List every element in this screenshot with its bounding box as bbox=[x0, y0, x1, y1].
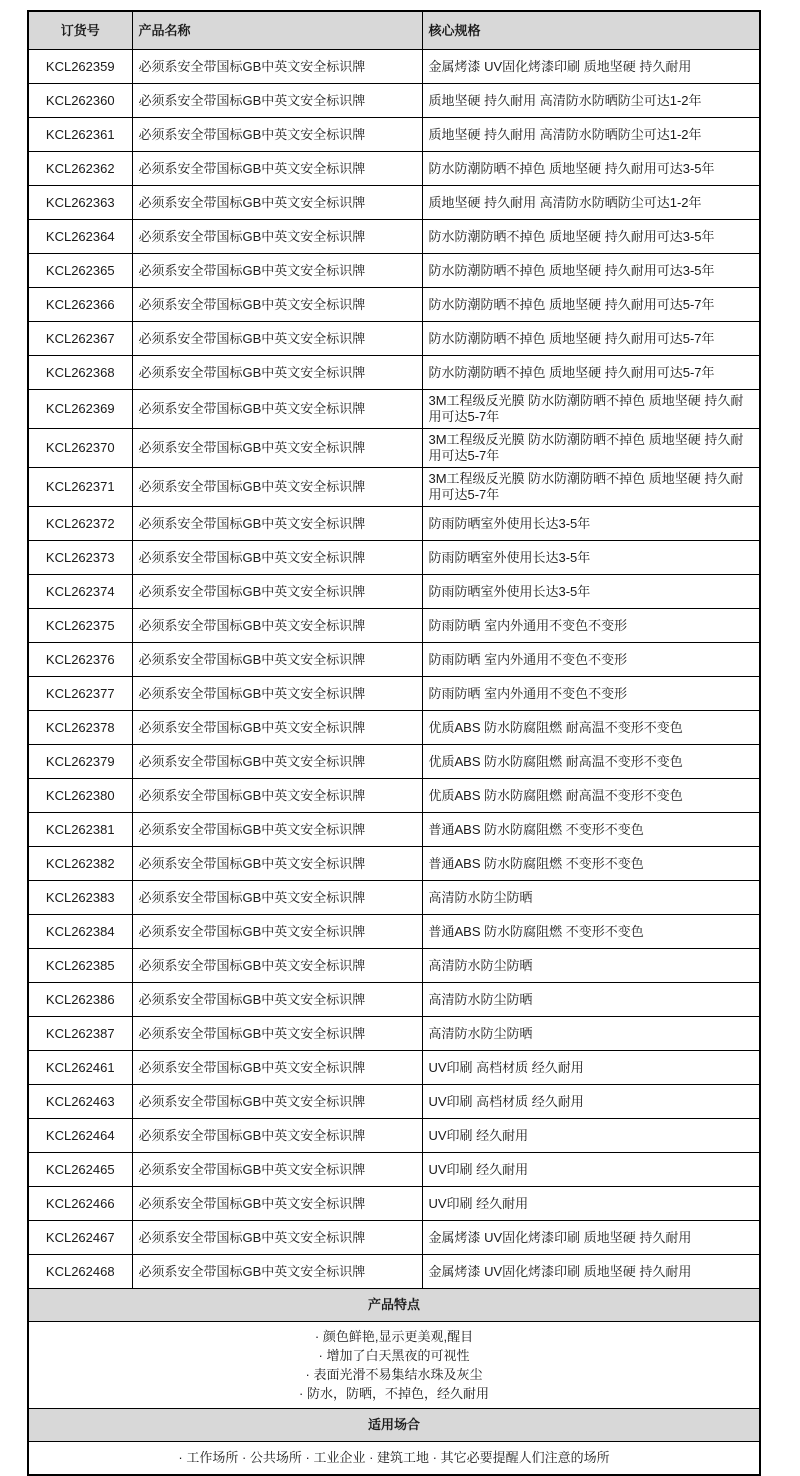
occasions-header-row bbox=[28, 1409, 760, 1442]
product-name-cell: 必须系安全带国标GB中英文安全标识牌 bbox=[132, 254, 422, 288]
core-specs-cell: 防水防潮防晒不掉色 质地坚硬 持久耐用可达5-7年 bbox=[422, 322, 760, 356]
product-name-cell: 必须系安全带国标GB中英文安全标识牌 bbox=[132, 915, 422, 949]
order-no-cell: KCL262370 bbox=[28, 429, 132, 468]
order-no-cell: KCL262369 bbox=[28, 390, 132, 429]
feature-item: · 增加了白天黑夜的可视性 bbox=[318, 1348, 470, 1363]
product-name-cell: 必须系安全带国标GB中英文安全标识牌 bbox=[132, 1221, 422, 1255]
core-specs-cell: 高清防水防尘防晒 bbox=[422, 949, 760, 983]
core-specs-cell: 防雨防晒室外使用长达3-5年 bbox=[422, 575, 760, 609]
table-body bbox=[28, 50, 760, 1289]
occasions-content: · 工作场所 · 公共场所 · 工业企业 · 建筑工地 · 其它必要提醒人们注意的场所 bbox=[28, 1442, 760, 1476]
product-name-cell: 必须系安全带国标GB中英文安全标识牌 bbox=[132, 356, 422, 390]
order-no-cell: KCL262372 bbox=[28, 507, 132, 541]
core-specs-cell: 防水防潮防晒不掉色 质地坚硬 持久耐用可达3-5年 bbox=[422, 152, 760, 186]
order-no-cell: KCL262384 bbox=[28, 915, 132, 949]
product-name-cell: 必须系安全带国标GB中英文安全标识牌 bbox=[132, 118, 422, 152]
product-name-cell: 必须系安全带国标GB中英文安全标识牌 bbox=[132, 711, 422, 745]
core-specs-cell: 普通ABS 防水防腐阻燃 不变形不变色 bbox=[422, 847, 760, 881]
product-name-cell: 必须系安全带国标GB中英文安全标识牌 bbox=[132, 1119, 422, 1153]
table-row bbox=[28, 507, 760, 541]
table-row bbox=[28, 881, 760, 915]
product-spec-table bbox=[27, 10, 761, 1476]
product-name-cell: 必须系安全带国标GB中英文安全标识牌 bbox=[132, 84, 422, 118]
features-section-title: 产品特点 bbox=[28, 1289, 760, 1322]
occasions-section-title: 适用场合 bbox=[28, 1409, 760, 1442]
features-list bbox=[28, 1322, 760, 1409]
product-name-cell: 必须系安全带国标GB中英文安全标识牌 bbox=[132, 50, 422, 84]
product-name-cell: 必须系安全带国标GB中英文安全标识牌 bbox=[132, 1153, 422, 1187]
product-name-cell: 必须系安全带国标GB中英文安全标识牌 bbox=[132, 1187, 422, 1221]
table-row bbox=[28, 813, 760, 847]
core-specs-cell: 金属烤漆 UV固化烤漆印刷 质地坚硬 持久耐用 bbox=[422, 1255, 760, 1289]
core-specs-cell: 质地坚硬 持久耐用 高清防水防晒防尘可达1-2年 bbox=[422, 118, 760, 152]
core-specs-cell: 质地坚硬 持久耐用 高清防水防晒防尘可达1-2年 bbox=[422, 84, 760, 118]
core-specs-cell: 优质ABS 防水防腐阻燃 耐高温不变形不变色 bbox=[422, 745, 760, 779]
product-name-cell: 必须系安全带国标GB中英文安全标识牌 bbox=[132, 220, 422, 254]
order-no-cell: KCL262382 bbox=[28, 847, 132, 881]
product-name-cell: 必须系安全带国标GB中英文安全标识牌 bbox=[132, 1255, 422, 1289]
features-body-row bbox=[28, 1322, 760, 1409]
table-row bbox=[28, 949, 760, 983]
table-row bbox=[28, 1119, 760, 1153]
table-row bbox=[28, 779, 760, 813]
header-row bbox=[28, 11, 760, 50]
table-row bbox=[28, 50, 760, 84]
core-specs-cell: 防水防潮防晒不掉色 质地坚硬 持久耐用可达5-7年 bbox=[422, 288, 760, 322]
column-header-product-name: 产品名称 bbox=[132, 11, 422, 50]
table-row bbox=[28, 1187, 760, 1221]
product-name-cell: 必须系安全带国标GB中英文安全标识牌 bbox=[132, 949, 422, 983]
order-no-cell: KCL262373 bbox=[28, 541, 132, 575]
order-no-cell: KCL262362 bbox=[28, 152, 132, 186]
feature-item: · 颜色鲜艳,显示更美观,醒目 bbox=[314, 1329, 474, 1344]
core-specs-cell: 防雨防晒 室内外通用不变色不变形 bbox=[422, 643, 760, 677]
table-row bbox=[28, 745, 760, 779]
order-no-cell: KCL262363 bbox=[28, 186, 132, 220]
product-name-cell: 必须系安全带国标GB中英文安全标识牌 bbox=[132, 881, 422, 915]
core-specs-cell: 高清防水防尘防晒 bbox=[422, 983, 760, 1017]
table-row bbox=[28, 575, 760, 609]
table-row bbox=[28, 1153, 760, 1187]
order-no-cell: KCL262367 bbox=[28, 322, 132, 356]
features-header-row bbox=[28, 1289, 760, 1322]
order-no-cell: KCL262385 bbox=[28, 949, 132, 983]
occasions-section bbox=[28, 1409, 760, 1476]
product-name-cell: 必须系安全带国标GB中英文安全标识牌 bbox=[132, 152, 422, 186]
order-no-cell: KCL262380 bbox=[28, 779, 132, 813]
core-specs-cell: 防水防潮防晒不掉色 质地坚硬 持久耐用可达3-5年 bbox=[422, 254, 760, 288]
table-row bbox=[28, 186, 760, 220]
order-no-cell: KCL262464 bbox=[28, 1119, 132, 1153]
table-row bbox=[28, 1051, 760, 1085]
order-no-cell: KCL262374 bbox=[28, 575, 132, 609]
order-no-cell: KCL262463 bbox=[28, 1085, 132, 1119]
core-specs-cell: UV印刷 高档材质 经久耐用 bbox=[422, 1051, 760, 1085]
order-no-cell: KCL262378 bbox=[28, 711, 132, 745]
column-header-order-no: 订货号 bbox=[28, 11, 132, 50]
order-no-cell: KCL262360 bbox=[28, 84, 132, 118]
order-no-cell: KCL262371 bbox=[28, 468, 132, 507]
product-name-cell: 必须系安全带国标GB中英文安全标识牌 bbox=[132, 677, 422, 711]
order-no-cell: KCL262377 bbox=[28, 677, 132, 711]
product-name-cell: 必须系安全带国标GB中英文安全标识牌 bbox=[132, 390, 422, 429]
table-row bbox=[28, 847, 760, 881]
product-name-cell: 必须系安全带国标GB中英文安全标识牌 bbox=[132, 643, 422, 677]
table-row bbox=[28, 609, 760, 643]
product-name-cell: 必须系安全带国标GB中英文安全标识牌 bbox=[132, 1051, 422, 1085]
core-specs-cell: 3M工程级反光膜 防水防潮防晒不掉色 质地坚硬 持久耐用可达5-7年 bbox=[422, 429, 760, 468]
table-row bbox=[28, 84, 760, 118]
core-specs-cell: 3M工程级反光膜 防水防潮防晒不掉色 质地坚硬 持久耐用可达5-7年 bbox=[422, 390, 760, 429]
feature-item: · 防水，防晒，不掉色，经久耐用 bbox=[299, 1386, 489, 1401]
table-row bbox=[28, 643, 760, 677]
product-name-cell: 必须系安全带国标GB中英文安全标识牌 bbox=[132, 322, 422, 356]
core-specs-cell: 防雨防晒 室内外通用不变色不变形 bbox=[422, 677, 760, 711]
order-no-cell: KCL262466 bbox=[28, 1187, 132, 1221]
order-no-cell: KCL262364 bbox=[28, 220, 132, 254]
core-specs-cell: 质地坚硬 持久耐用 高清防水防晒防尘可达1-2年 bbox=[422, 186, 760, 220]
order-no-cell: KCL262359 bbox=[28, 50, 132, 84]
order-no-cell: KCL262468 bbox=[28, 1255, 132, 1289]
table-row bbox=[28, 1017, 760, 1051]
core-specs-cell: 金属烤漆 UV固化烤漆印刷 质地坚硬 持久耐用 bbox=[422, 50, 760, 84]
core-specs-cell: 防雨防晒 室内外通用不变色不变形 bbox=[422, 609, 760, 643]
occasions-body-row bbox=[28, 1442, 760, 1476]
product-name-cell: 必须系安全带国标GB中英文安全标识牌 bbox=[132, 1017, 422, 1051]
core-specs-cell: UV印刷 经久耐用 bbox=[422, 1187, 760, 1221]
order-no-cell: KCL262386 bbox=[28, 983, 132, 1017]
table-row bbox=[28, 152, 760, 186]
table-row bbox=[28, 356, 760, 390]
order-no-cell: KCL262461 bbox=[28, 1051, 132, 1085]
table-row bbox=[28, 429, 760, 468]
core-specs-cell: 优质ABS 防水防腐阻燃 耐高温不变形不变色 bbox=[422, 779, 760, 813]
core-specs-cell: 高清防水防尘防晒 bbox=[422, 881, 760, 915]
table-row bbox=[28, 1221, 760, 1255]
product-name-cell: 必须系安全带国标GB中英文安全标识牌 bbox=[132, 541, 422, 575]
order-no-cell: KCL262365 bbox=[28, 254, 132, 288]
table-row bbox=[28, 541, 760, 575]
order-no-cell: KCL262383 bbox=[28, 881, 132, 915]
product-name-cell: 必须系安全带国标GB中英文安全标识牌 bbox=[132, 983, 422, 1017]
order-no-cell: KCL262381 bbox=[28, 813, 132, 847]
product-name-cell: 必须系安全带国标GB中英文安全标识牌 bbox=[132, 186, 422, 220]
product-name-cell: 必须系安全带国标GB中英文安全标识牌 bbox=[132, 609, 422, 643]
features-section bbox=[28, 1289, 760, 1409]
table-row bbox=[28, 288, 760, 322]
column-header-core-specs: 核心规格 bbox=[422, 11, 760, 50]
table-row bbox=[28, 677, 760, 711]
product-name-cell: 必须系安全带国标GB中英文安全标识牌 bbox=[132, 429, 422, 468]
core-specs-cell: 3M工程级反光膜 防水防潮防晒不掉色 质地坚硬 持久耐用可达5-7年 bbox=[422, 468, 760, 507]
order-no-cell: KCL262376 bbox=[28, 643, 132, 677]
table-row bbox=[28, 983, 760, 1017]
table-row bbox=[28, 915, 760, 949]
table-row bbox=[28, 711, 760, 745]
table-row bbox=[28, 322, 760, 356]
product-name-cell: 必须系安全带国标GB中英文安全标识牌 bbox=[132, 847, 422, 881]
core-specs-cell: UV印刷 高档材质 经久耐用 bbox=[422, 1085, 760, 1119]
core-specs-cell: 防水防潮防晒不掉色 质地坚硬 持久耐用可达3-5年 bbox=[422, 220, 760, 254]
product-name-cell: 必须系安全带国标GB中英文安全标识牌 bbox=[132, 575, 422, 609]
core-specs-cell: 高清防水防尘防晒 bbox=[422, 1017, 760, 1051]
core-specs-cell: 普通ABS 防水防腐阻燃 不变形不变色 bbox=[422, 915, 760, 949]
product-name-cell: 必须系安全带国标GB中英文安全标识牌 bbox=[132, 745, 422, 779]
feature-item: · 表面光滑不易集结水珠及灰尘 bbox=[305, 1367, 483, 1382]
table-row bbox=[28, 390, 760, 429]
table-row bbox=[28, 1085, 760, 1119]
order-no-cell: KCL262375 bbox=[28, 609, 132, 643]
order-no-cell: KCL262368 bbox=[28, 356, 132, 390]
table-row bbox=[28, 1255, 760, 1289]
order-no-cell: KCL262361 bbox=[28, 118, 132, 152]
order-no-cell: KCL262366 bbox=[28, 288, 132, 322]
table-row bbox=[28, 254, 760, 288]
core-specs-cell: UV印刷 经久耐用 bbox=[422, 1153, 760, 1187]
table-row bbox=[28, 220, 760, 254]
order-no-cell: KCL262465 bbox=[28, 1153, 132, 1187]
product-name-cell: 必须系安全带国标GB中英文安全标识牌 bbox=[132, 1085, 422, 1119]
core-specs-cell: 防雨防晒室外使用长达3-5年 bbox=[422, 507, 760, 541]
product-name-cell: 必须系安全带国标GB中英文安全标识牌 bbox=[132, 468, 422, 507]
product-name-cell: 必须系安全带国标GB中英文安全标识牌 bbox=[132, 288, 422, 322]
core-specs-cell: 金属烤漆 UV固化烤漆印刷 质地坚硬 持久耐用 bbox=[422, 1221, 760, 1255]
core-specs-cell: 防雨防晒室外使用长达3-5年 bbox=[422, 541, 760, 575]
product-name-cell: 必须系安全带国标GB中英文安全标识牌 bbox=[132, 779, 422, 813]
table-header bbox=[28, 11, 760, 50]
core-specs-cell: 优质ABS 防水防腐阻燃 耐高温不变形不变色 bbox=[422, 711, 760, 745]
core-specs-cell: 普通ABS 防水防腐阻燃 不变形不变色 bbox=[422, 813, 760, 847]
product-name-cell: 必须系安全带国标GB中英文安全标识牌 bbox=[132, 813, 422, 847]
order-no-cell: KCL262387 bbox=[28, 1017, 132, 1051]
table-row bbox=[28, 118, 760, 152]
core-specs-cell: UV印刷 经久耐用 bbox=[422, 1119, 760, 1153]
product-name-cell: 必须系安全带国标GB中英文安全标识牌 bbox=[132, 507, 422, 541]
order-no-cell: KCL262379 bbox=[28, 745, 132, 779]
table-row bbox=[28, 468, 760, 507]
core-specs-cell: 防水防潮防晒不掉色 质地坚硬 持久耐用可达5-7年 bbox=[422, 356, 760, 390]
order-no-cell: KCL262467 bbox=[28, 1221, 132, 1255]
